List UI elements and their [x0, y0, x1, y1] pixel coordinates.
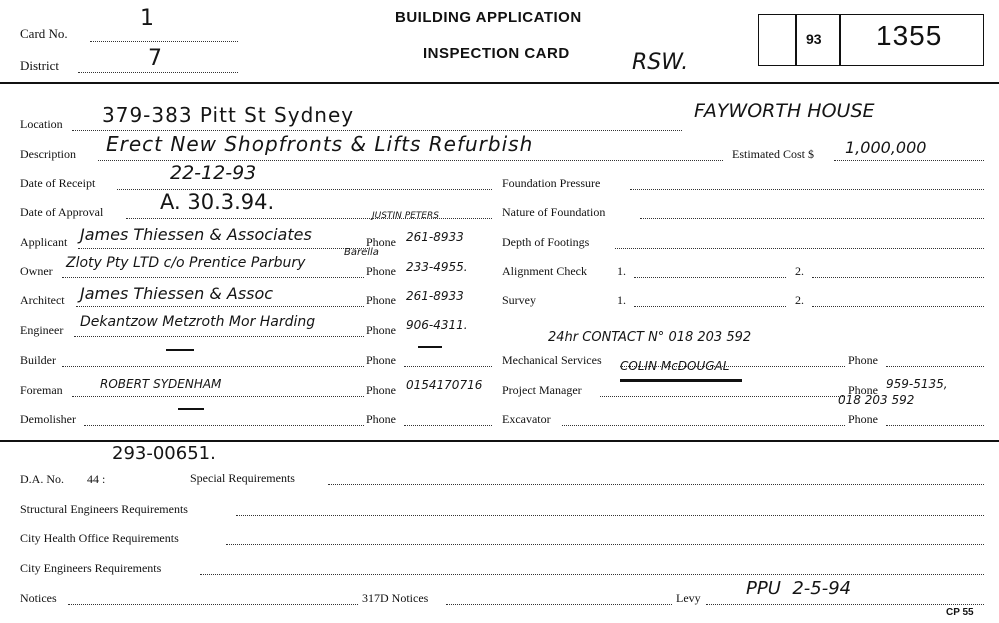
levy-value: PPU 2-5-94 — [746, 578, 852, 599]
form-title-line1: BUILDING APPLICATION — [395, 9, 582, 26]
estimated-cost-value: 1,000,000 — [845, 138, 927, 157]
builder-phone-label: Phone — [366, 353, 396, 367]
engineer-label: Engineer — [20, 323, 64, 337]
alignment-line1 — [634, 277, 786, 278]
survey-label: Survey — [502, 293, 536, 307]
engineer-phone: 906-4311. — [406, 318, 468, 332]
mechanical-phone-line — [886, 366, 984, 367]
survey-line2 — [812, 306, 984, 307]
foreman-value: ROBERT SYDENHAM — [100, 377, 222, 391]
applicant-note: JUSTIN PETERS — [372, 211, 439, 221]
district-value: 7 — [148, 46, 162, 71]
owner-phone-label: Phone — [366, 264, 396, 278]
structural-line — [236, 515, 984, 516]
engineer-value: Dekantzow Metzroth Mor Harding — [80, 314, 316, 330]
alignment-line2 — [812, 277, 984, 278]
foundation-pressure-line — [630, 189, 984, 190]
applicant-phone: 261-8933 — [406, 230, 464, 244]
architect-line — [76, 306, 364, 307]
levy-line — [706, 604, 984, 605]
card-no-line — [90, 41, 238, 42]
box-divider-1 — [795, 14, 797, 65]
builder-phone-line — [404, 366, 492, 367]
initials: RSW. — [632, 50, 689, 75]
project-manager-phone: 959-5135, — [886, 377, 948, 391]
survey-num2: 2. — [795, 293, 804, 307]
applicant-line — [78, 248, 368, 249]
card-no-value: 1 — [140, 6, 154, 31]
foreman-line — [72, 396, 364, 397]
excavator-phone-label: Phone — [848, 412, 878, 426]
date-approval-label: Date of Approval — [20, 205, 104, 219]
project-manager-value: COLIN McDOUGAL — [620, 359, 730, 373]
architect-value: James Thiessen & Assoc — [80, 284, 274, 303]
notices-317d-line — [446, 604, 672, 605]
footer-rule — [0, 440, 999, 442]
description-label: Description — [20, 147, 76, 161]
notices-line — [68, 604, 358, 605]
engineer-line — [74, 336, 364, 337]
date-receipt-label: Date of Receipt — [20, 176, 96, 190]
depth-footings-line — [615, 248, 984, 249]
form-title-line2: INSPECTION CARD — [423, 45, 570, 62]
excavator-label: Excavator — [502, 412, 551, 426]
description-line — [98, 160, 723, 161]
application-number-box — [758, 14, 984, 66]
location-line — [72, 130, 682, 131]
date-approval-value: A. 30.3.94. — [160, 190, 275, 214]
mechanical-label: Mechanical Services — [502, 353, 602, 367]
builder-line — [62, 366, 364, 367]
box-divider-2 — [839, 14, 841, 65]
excavator-phone-line — [886, 425, 984, 426]
foreman-phone-label: Phone — [366, 383, 396, 397]
form-code: CP 55 — [946, 607, 974, 618]
engineer-phone-label: Phone — [366, 323, 396, 337]
applicant-value: James Thiessen & Associates — [80, 225, 312, 244]
architect-label: Architect — [20, 293, 65, 307]
alignment-check-label: Alignment Check — [502, 264, 587, 278]
nature-foundation-line — [640, 218, 984, 219]
demolisher-line — [84, 425, 364, 426]
survey-line1 — [634, 306, 786, 307]
project-manager-strike — [620, 379, 742, 382]
description-value: Erect New Shopfronts & Lifts Refurbish — [106, 132, 534, 156]
alignment-num2: 2. — [795, 264, 804, 278]
project-manager-phone2: 018 203 592 — [838, 393, 915, 407]
architect-phone-label: Phone — [366, 293, 396, 307]
demolisher-phone-line — [404, 425, 492, 426]
foreman-phone: 0154170716 — [406, 378, 483, 392]
location-value: 379-383 Pitt St Sydney — [102, 103, 355, 127]
applicant-label: Applicant — [20, 235, 68, 249]
owner-note: Barella — [344, 247, 379, 258]
owner-line — [62, 277, 364, 278]
survey-num1: 1. — [617, 293, 626, 307]
city-eng-line — [200, 574, 984, 575]
builder-phone-dash — [418, 346, 442, 348]
da-code: 44 : — [87, 472, 106, 486]
application-number: 1355 — [876, 20, 943, 51]
architect-phone: 261-8933 — [406, 289, 464, 303]
levy-label: Levy — [676, 591, 701, 605]
demolisher-label: Demolisher — [20, 412, 76, 426]
da-number-value: 293-00651. — [112, 443, 216, 464]
special-req-label: Special Requirements — [190, 471, 295, 485]
health-label: City Health Office Requirements — [20, 531, 179, 545]
foundation-pressure-label: Foundation Pressure — [502, 176, 601, 190]
structural-label: Structural Engineers Requirements — [20, 502, 188, 516]
project-manager-line — [600, 396, 845, 397]
owner-value: Zloty Pty LTD c/o Prentice Parbury — [66, 255, 306, 271]
owner-label: Owner — [20, 264, 53, 278]
estimated-cost-line — [834, 160, 984, 161]
health-line — [226, 544, 984, 545]
foreman-label: Foreman — [20, 383, 63, 397]
city-eng-label: City Engineers Requirements — [20, 561, 162, 575]
project-manager-label: Project Manager — [502, 383, 582, 397]
nature-foundation-label: Nature of Foundation — [502, 205, 606, 219]
special-req-line — [328, 484, 984, 485]
depth-footings-label: Depth of Footings — [502, 235, 590, 249]
header-rule — [0, 82, 999, 84]
location-label: Location — [20, 117, 63, 131]
district-label: District — [20, 58, 59, 73]
demolisher-phone-label: Phone — [366, 412, 396, 426]
date-receipt-value: 22-12-93 — [170, 162, 257, 184]
card-no-label: Card No. — [20, 26, 68, 41]
year-code: 93 — [806, 31, 822, 47]
building-name: FAYWORTH HOUSE — [694, 100, 875, 122]
excavator-line — [562, 425, 845, 426]
project-manager-phone-label: Phone — [848, 383, 878, 397]
da-label: D.A. No. — [20, 472, 64, 486]
alignment-num1: 1. — [617, 264, 626, 278]
mechanical-phone-label: Phone — [848, 353, 878, 367]
contact-note: 24hr CONTACT N° 018 203 592 — [548, 330, 752, 345]
builder-label: Builder — [20, 353, 56, 367]
owner-phone: 233-4955. — [406, 260, 468, 274]
notices-317d-label: 317D Notices — [362, 591, 429, 605]
applicant-phone-label: Phone — [366, 235, 396, 249]
builder-dash — [166, 349, 194, 351]
demolisher-dash — [178, 408, 204, 410]
estimated-cost-label: Estimated Cost $ — [732, 147, 814, 161]
district-line — [78, 72, 238, 73]
notices-label: Notices — [20, 591, 57, 605]
